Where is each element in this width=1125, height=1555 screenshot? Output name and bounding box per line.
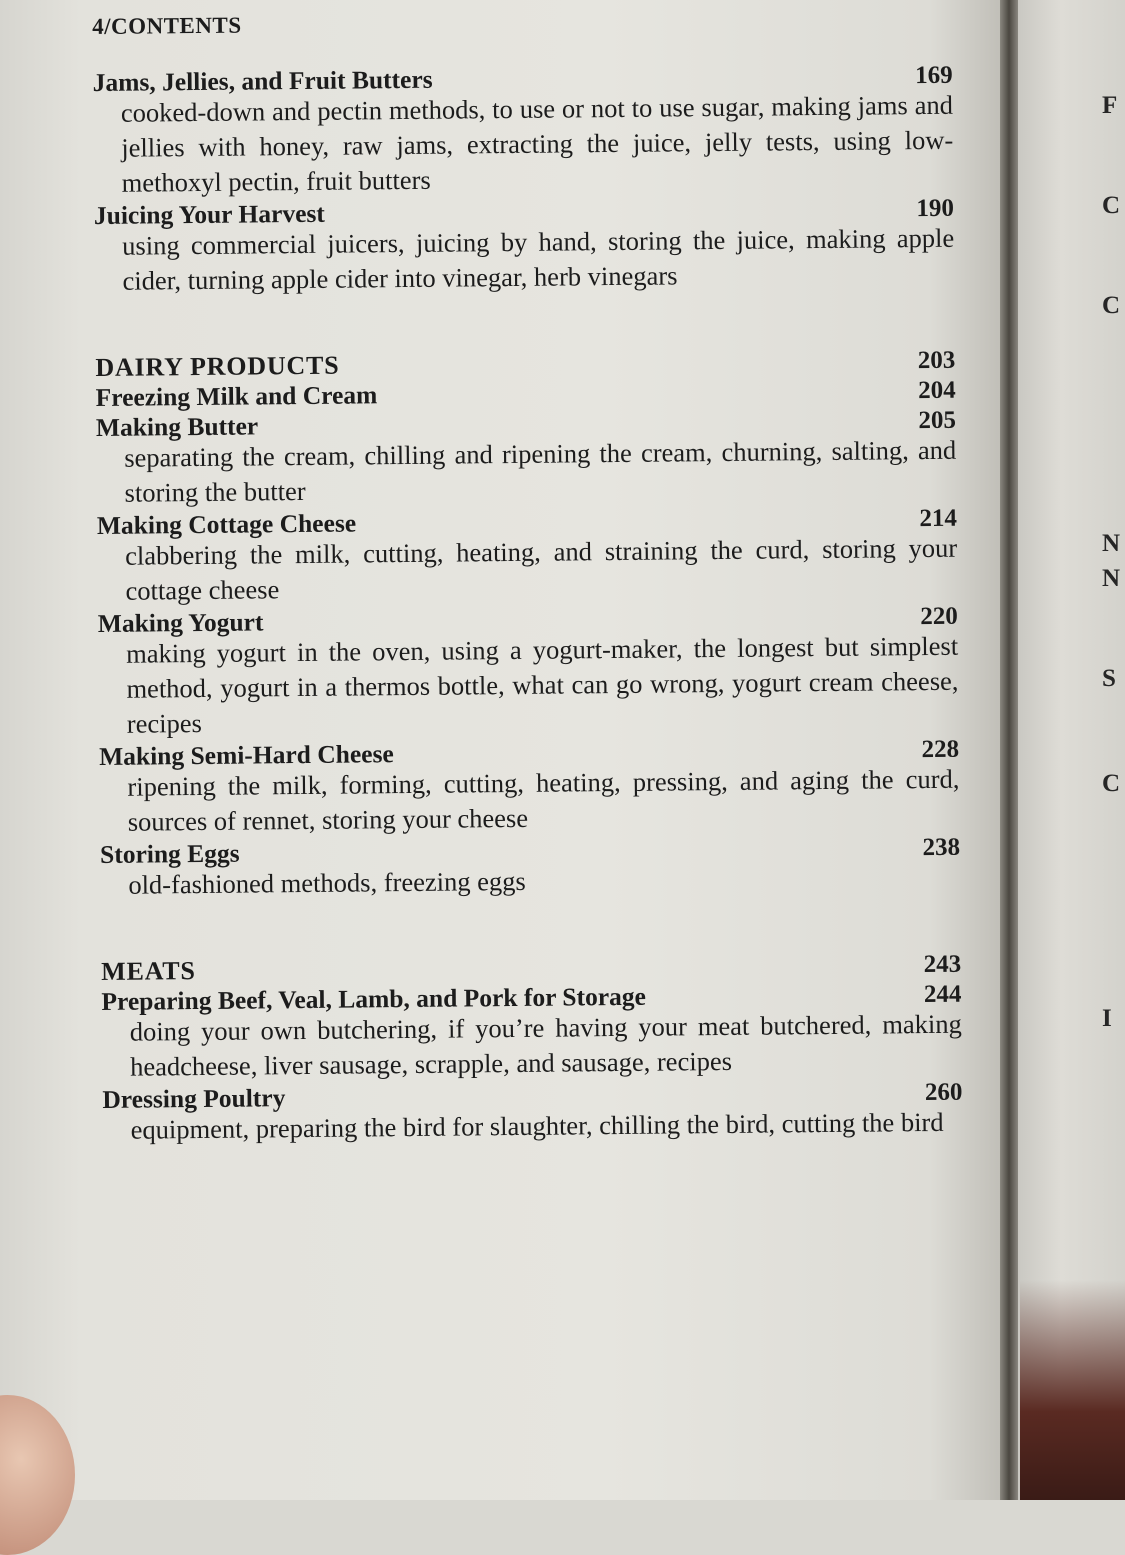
section-title: DAIRY PRODUCTS (95, 350, 340, 382)
entry-title: Freezing Milk and Cream (95, 380, 378, 412)
entry-description: old-fashioned methods, freezing eggs (128, 865, 526, 900)
entry-page-number: 228 (921, 735, 960, 764)
entry-description: equipment, preparing the bird for slaughter, chilling the bird, cutting the bird (130, 1106, 944, 1145)
entry-description: using commercial juicers, juicing by hand, storing the juice, making apple cider, turning apple cider into vinegar, herb vinegars (122, 222, 955, 296)
section-title: MEATS (101, 956, 196, 986)
entry-title: Preparing Beef, Veal, Lamb, and Pork for Storage (101, 981, 647, 1016)
entry-title: Storing Eggs (99, 838, 240, 869)
contents-entry (102, 1077, 963, 1148)
entry-title: Making Cottage Cheese (96, 508, 357, 540)
contents-entry (100, 832, 961, 903)
contents-entry (98, 601, 959, 742)
entry-title: Dressing Poultry (102, 1083, 286, 1114)
entry-page-number: 190 (916, 194, 955, 223)
contents-sections (93, 60, 963, 1148)
contents-entry (96, 405, 957, 511)
entry-title: Jams, Jellies, and Fruit Butters (92, 64, 433, 97)
running-head: 4/CONTENTS (92, 12, 242, 39)
facing-page-letter: C (1102, 292, 1121, 319)
entry-description: cooked-down and pectin methods, to use or not to use sugar, making jams and jellies with honey, raw jams, extracting the juice, jelly tests, using low-methoxyl pectin, fruit butters (120, 89, 954, 198)
contents-entry (93, 60, 954, 201)
facing-page-letter: C (1102, 770, 1121, 797)
entry-page-number: 204 (918, 376, 956, 405)
entry-page-number: 238 (922, 833, 961, 862)
book-gutter (1000, 0, 1018, 1500)
facing-page-letter: F (1102, 92, 1118, 119)
entry-description: making yogurt in the oven, using a yogurt-maker, the longest but simplest method, yogurt in a thermos bottle, what can go wrong, yogurt cream cheese, recipes (125, 630, 959, 739)
contents-section (101, 949, 963, 1148)
entry-page-number: 244 (923, 980, 962, 1009)
entry-description: clabbering the milk, cutting, heating, and straining the curd, storing your cottage cheese (125, 532, 958, 606)
entry-page-number: 205 (918, 406, 957, 435)
entry-page-number: 260 (924, 1078, 963, 1107)
facing-page-letter: C (1102, 192, 1121, 219)
entry-title: Making Semi-Hard Cheese (98, 739, 394, 771)
facing-page-letter: S (1102, 665, 1116, 692)
entry-description: ripening the milk, forming, cutting, heating, pressing, and aging the curd, sources of rennet, storing your cheese (127, 763, 960, 837)
contents-section (93, 60, 955, 299)
facing-page-letter: N (1102, 565, 1121, 592)
section-page-number: 243 (923, 950, 962, 979)
entry-description: separating the cream, chilling and ripening the cream, churning, salting, and storing the butter (124, 434, 957, 508)
contents-page (92, 6, 963, 1202)
facing-page (1018, 0, 1125, 1500)
facing-page-letter: I (1102, 1005, 1112, 1032)
contents-entry (101, 979, 962, 1085)
book-cover-edge (1020, 1280, 1125, 1500)
entry-page-number: 214 (919, 504, 958, 533)
entry-page-number: 220 (920, 602, 958, 631)
entry-title: Juicing Your Harvest (93, 198, 325, 230)
entry-description: doing your own butchering, if you’re having your meat butchered, making headcheese, liver sausage, scrapple, and sausage, recipes (129, 1008, 962, 1082)
contents-entry (99, 734, 960, 840)
contents-section (95, 345, 960, 903)
entry-title: Making Yogurt (97, 607, 264, 638)
contents-entry (97, 503, 958, 609)
contents-entry (94, 193, 955, 299)
entry-page-number: 169 (914, 61, 953, 90)
entry-title: Making Butter (95, 411, 259, 442)
facing-page-letter: N (1102, 530, 1121, 557)
section-page-number: 203 (917, 346, 956, 375)
